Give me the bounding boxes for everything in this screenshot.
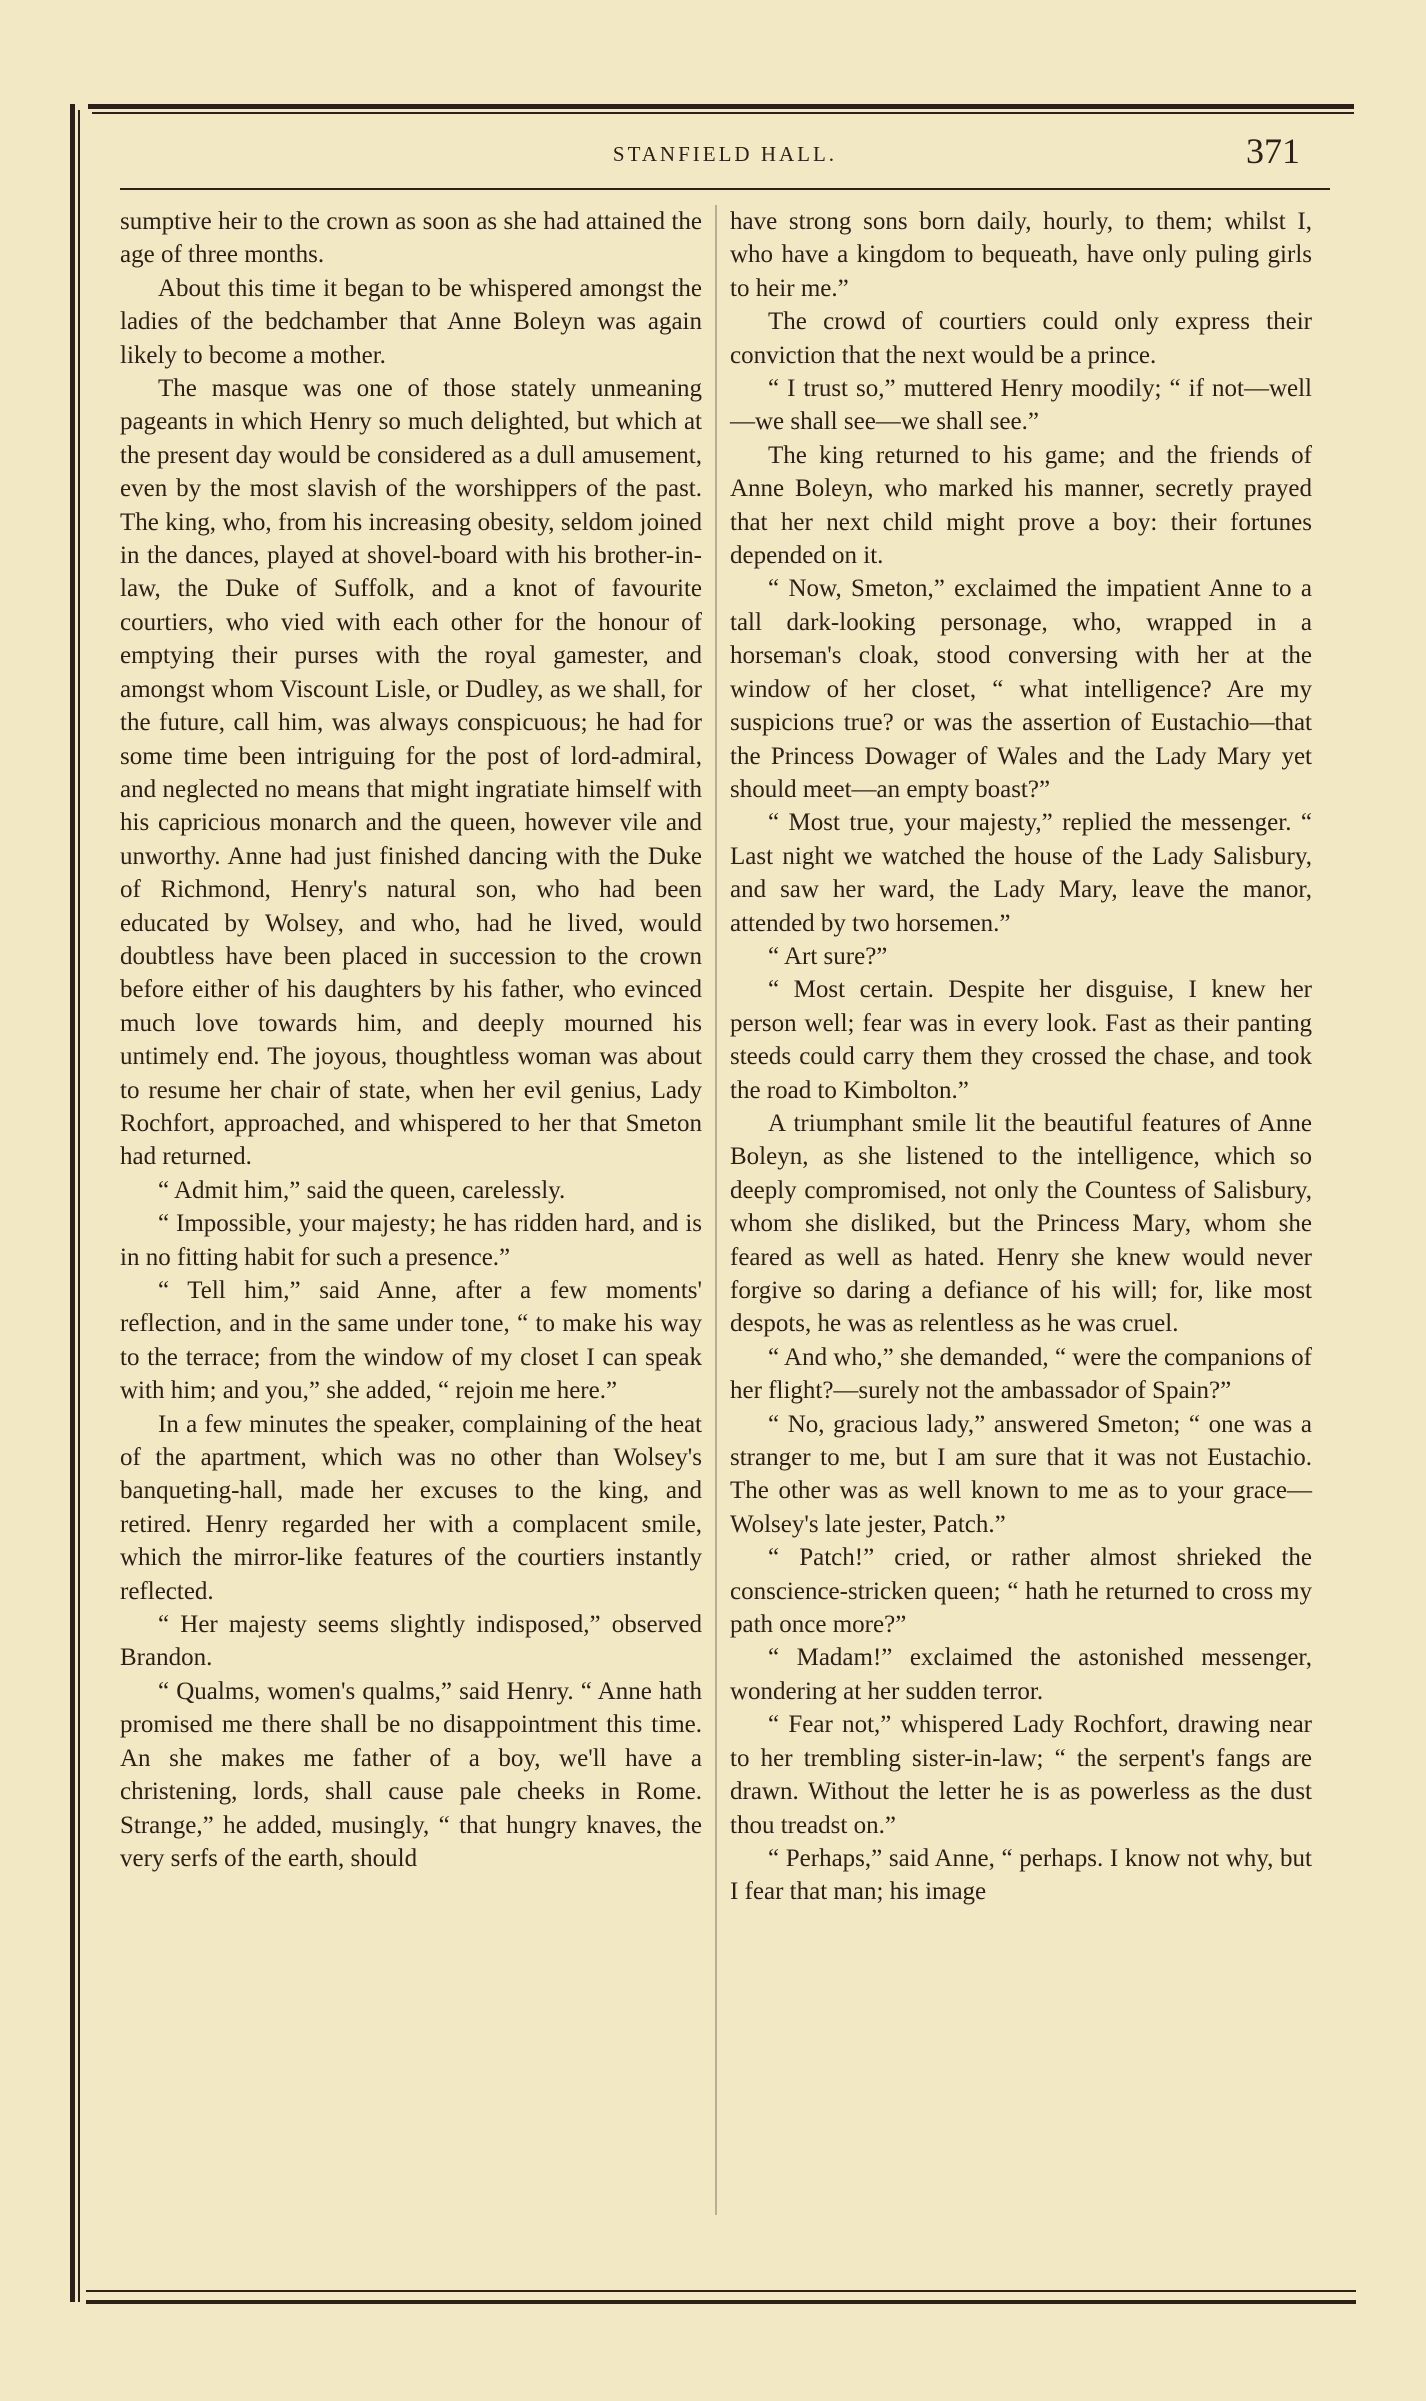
paragraph: “ No, gracious lady,” answered Smeton; “ one was a stranger to me, but I am sure that it was not Eustachio. The other was as well known to me as to your grace—Wolsey's late jester, Patch.” [730, 1410, 1312, 1538]
paragraph: have strong sons born daily, hourly, to them; whilst I, who have a kingdom to bequeath, have only puling girls to heir me.” [730, 208, 1312, 302]
paragraph: “ Most certain. Despite her disguise, I knew her person well; fear was in every look. Fast as their panting steeds could carry them they crossed the chase, and took the road to Kimbolton.” [730, 976, 1312, 1104]
bottom-border-rule [86, 2300, 1356, 2304]
paragraph: “ Her majesty seems slightly indisposed,” observed Brandon. [120, 1611, 702, 1672]
right-column [730, 205, 1312, 1909]
paragraph: “ Qualms, women's qualms,” said Henry. “ Anne hath promised me there shall be no disappointment this time. An she makes me father of a boy, we'll have a christening, lords, shall cause pale cheeks in Rome. Strange,” he added, musingly, “ that hungry knaves, the very serfs of the earth, should [120, 1677, 702, 1872]
page-number: 371 [1246, 131, 1300, 171]
paragraph: “ Perhaps,” said Anne, “ perhaps. I know not why, but I fear that man; his image [730, 1844, 1312, 1906]
bottom-border-thin-rule [86, 2290, 1356, 2292]
paragraph: In a few minutes the speaker, complaining of the heat of the apartment, which was no other than Wolsey's banqueting-hall, made her excuses to the king, and retired. Henry regarded her with a complacent smile, which the mirror-like features of the courtiers instantly reflected. [120, 1410, 702, 1605]
paragraph: About this time it began to be whispered amongst the ladies of the bedchamber that Anne Boleyn was again likely to become a mother. [120, 274, 702, 369]
paragraph: “ Admit him,” said the queen, carelessly. [158, 1176, 566, 1204]
paragraph: The crowd of courtiers could only express their conviction that the next would be a prince. [730, 308, 1312, 369]
paragraph: sumptive heir to the crown as soon as she had attained the age of three months. [120, 208, 702, 269]
paragraph: “ Most true, your majesty,” replied the messenger. “ Last night we watched the house of the Lady Salisbury, and saw her ward, the Lady Mary, leave the manor, attended by two horsemen.” [730, 809, 1312, 937]
header-rule [120, 188, 1330, 190]
paragraph: “ Now, Smeton,” exclaimed the impatient Anne to a tall dark-looking personage, who, wrapped in a horseman's cloak, stood conversing with her at the window of her closet, “ what intelligence? Are my suspicions true? or was the assertion of Eustachio—that the Princess Dowager of Wales and the Lady Mary yet should meet—an empty boast?” [730, 575, 1312, 803]
running-head: STANFIELD HALL. [612, 142, 838, 166]
paragraph: “ Fear not,” whispered Lady Rochfort, drawing near to her trembling sister-in-law; “ the serpent's fangs are drawn. Without the letter he is as powerless as the dust thou treadst on.” [730, 1711, 1312, 1839]
page-header [120, 130, 1330, 182]
paragraph: “ Art sure?” [768, 942, 888, 970]
paragraph: The king returned to his game; and the friends of Anne Boleyn, who marked his manner, secretly prayed that her next child might prove a boy: their fortunes depended on it. [730, 441, 1312, 570]
paragraph: “ I trust so,” muttered Henry moodily; “ if not—well—we shall see—we shall see.” [730, 375, 1312, 436]
paragraph: “ Impossible, your majesty; he has ridden hard, and is in no fitting habit for such a presence.” [120, 1210, 702, 1271]
paragraph: A triumphant smile lit the beautiful features of Anne Boleyn, as she listened to the intelligence, which so deeply compromised, not only the Countess of Salisbury, whom she disliked, but the Princess Mary, whom she feared as well as hated. Henry she knew would never forgive so daring a defiance of his will; for, like most despots, he was as relentless as he was cruel. [730, 1109, 1312, 1338]
paragraph: “ Madam!” exclaimed the astonished messenger, wondering at her sudden terror. [730, 1644, 1312, 1705]
top-border-rule [88, 104, 1354, 109]
left-border-thin-rule [78, 110, 80, 2302]
left-column [120, 205, 702, 1875]
column-divider [715, 205, 717, 2215]
paragraph: “ Tell him,” said Anne, after a few moments' reflection, and in the same under tone, “ to make his way to the terrace; from the window of my closet I can speak with him; and you,” she added, “ rejoin me here.” [120, 1277, 702, 1405]
paragraph: “ And who,” she demanded, “ were the companions of her flight?—surely not the ambassador of Spain?” [730, 1343, 1312, 1405]
top-border-thin-rule [92, 112, 1354, 114]
paragraph: “ Patch!” cried, or rather almost shrieked the conscience-stricken queen; “ hath he returned to cross my path once more?” [730, 1544, 1312, 1639]
left-border-rule [70, 104, 75, 2302]
paragraph: The masque was one of those stately unmeaning pageants in which Henry so much delighted, but which at the present day would be considered as a dull amusement, even by the most slavish of the worshippers of the past. The king, who, from his increasing obesity, seldom joined in the dances, played at shovel-board with his brother-in-law, the Duke of Suffolk, and a knot of favourite courtiers, who vied with each other for the honour of emptying their purses with the royal gamester, and amongst whom Viscount Lisle, or Dudley, as we shall, for the future, call him, was always conspicuous; he had for some time been intriguing for the post of lord-admiral, and neglected no means that might ingratiate himself with his capricious monarch and the queen, however vile and unworthy. Anne had just finished dancing with the Duke of Richmond, Henry's natural son, who had been educated by Wolsey, and who, had he lived, would doubtless have been placed in succession to the crown before either of his daughters by his father, who evinced much love towards him, and deeply mourned his untimely end. The joyous, thoughtless woman was about to resume her chair of state, when her evil genius, Lady Rochfort, approached, and whispered to her that Smeton had returned. [120, 375, 702, 1171]
